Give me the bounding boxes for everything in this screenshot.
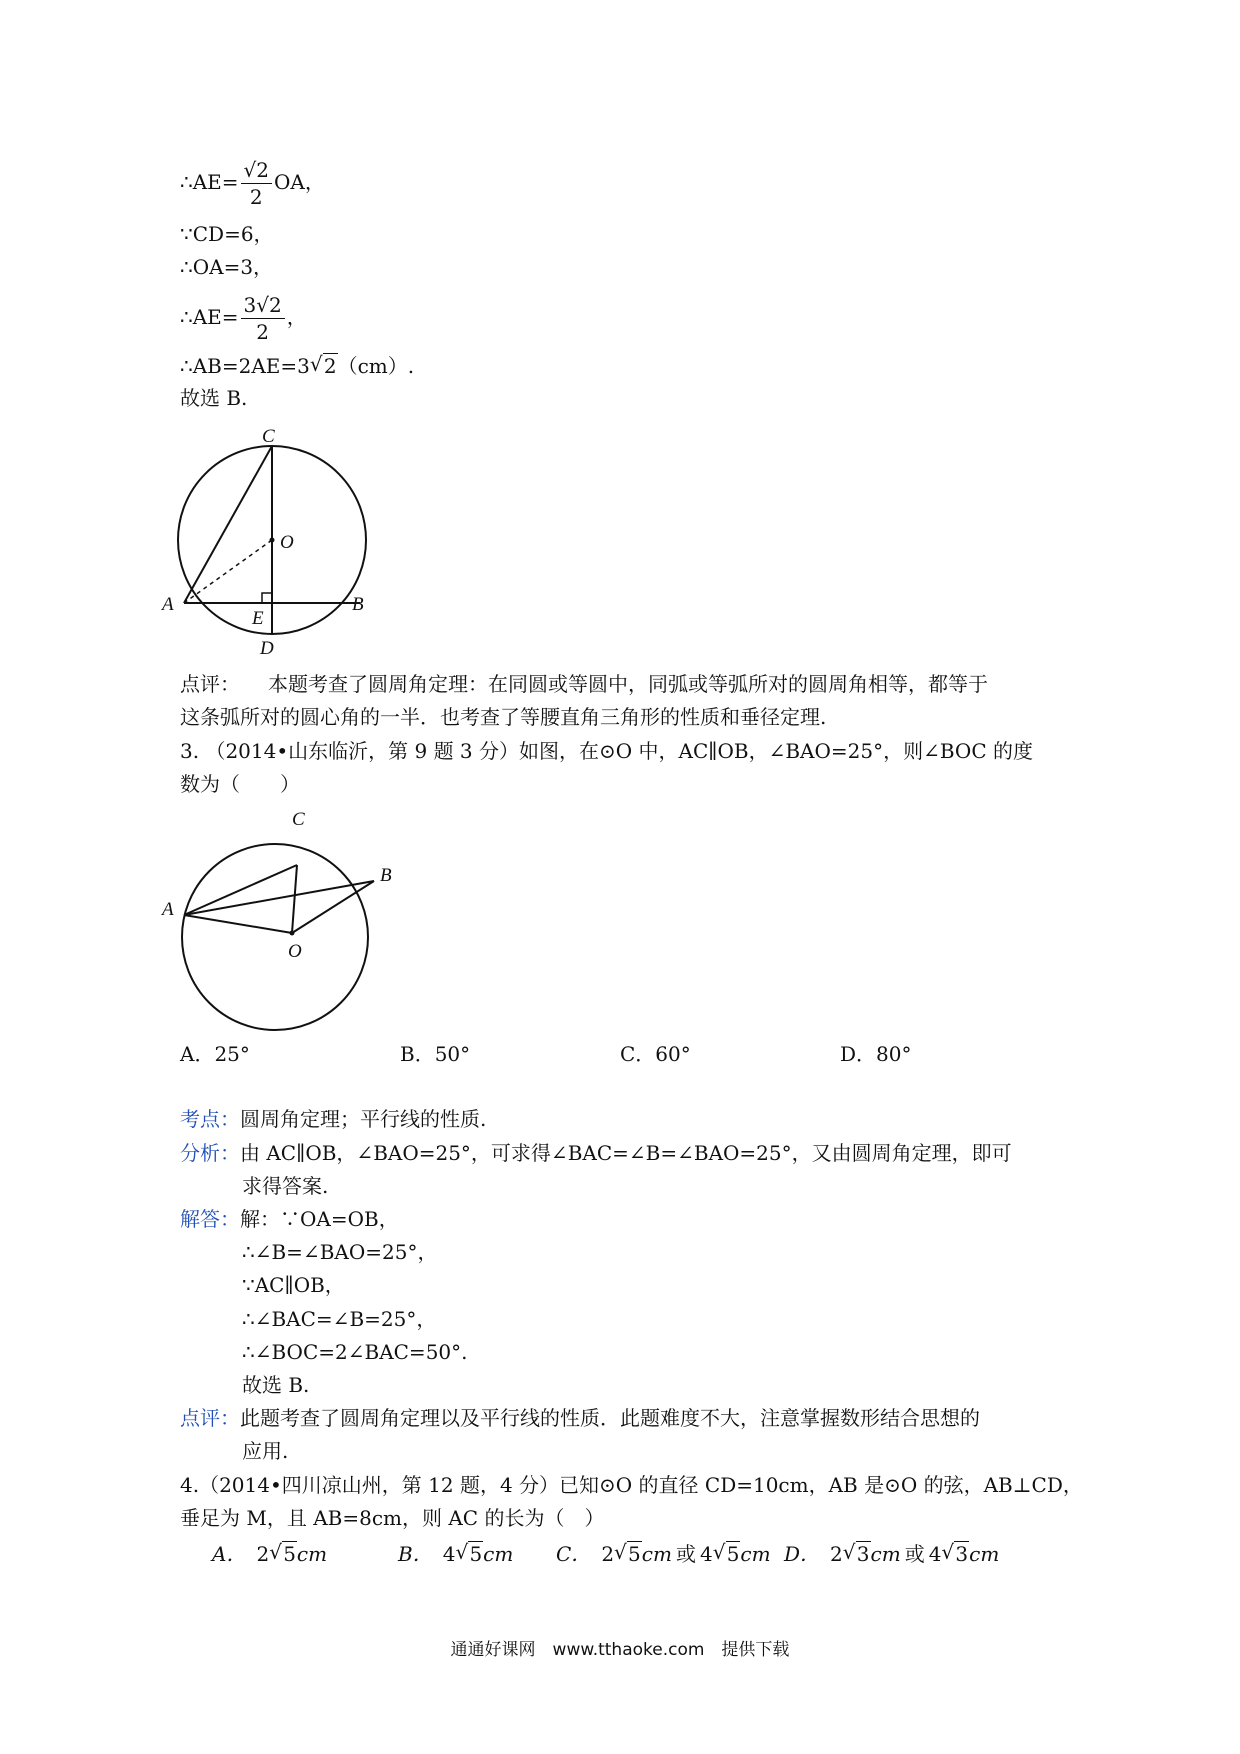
text: OA， [274,170,325,194]
jieda-line-1 [180,1205,399,1233]
coefficient: 2 [256,1542,270,1566]
fenxi-label: 分析： [180,1141,240,1165]
question-4-line-1: 4.（2014•四川凉山州，第 12 题，4 分）已知⊙O 的直径 CD=10cm，AB 是⊙O 的弦，AB⊥CD， [180,1473,1083,1497]
sqrt-radicand: 5 [469,1542,483,1566]
label-e: E [252,608,264,629]
jieda-line-2: ∴∠B=∠BAO=25°， [242,1240,438,1264]
kaodian-line [180,1105,486,1133]
option-d[interactable]: D．80° [840,1042,912,1066]
coefficient: 4 [928,1542,942,1566]
text: 本题考查了圆周角定理：在同圆或等圆中，同弧或等弧所对的圆周角相等，都等于 [268,672,988,696]
dianping-line-2: 应用. [242,1439,289,1463]
fenxi-line-1 [180,1139,1012,1167]
dianping-line-1 [180,1404,980,1432]
sqrt: √ 3 [842,1540,870,1566]
jieda-line-3: ∵AC∥OB， [242,1273,345,1297]
center-point [270,538,275,543]
option-label: D． [784,1542,821,1566]
center-point [290,931,295,936]
label-a: A [162,899,174,920]
fraction [241,295,285,342]
segment-ao [184,915,292,933]
text: （cm）. [337,354,415,378]
jieda-line-4: ∴∠BAC=∠B=25°， [242,1307,437,1331]
text: ∴AE= [180,305,239,329]
option-b[interactable]: B．50° [400,1042,471,1066]
question-4-line-2: 垂足为 M，且 AB=8cm，则 AC 的长为（ ） [180,1506,605,1530]
kaodian-label: 考点： [180,1107,240,1131]
question-3-line-2: 数为（ ） [180,772,300,796]
segment-ac [184,446,272,603]
label-a: A [162,594,174,615]
coefficient: 4 [699,1542,713,1566]
label-o: O [280,532,294,553]
text: 此题考查了圆周角定理以及平行线的性质．此题难度不大，注意掌握数形结合思想的 [240,1406,980,1430]
text: ∴AE= [180,170,239,194]
fraction [241,160,272,207]
q4-option-d[interactable] [784,1540,999,1568]
sqrt: √ 3 [941,1540,969,1566]
unit: cm [296,1542,328,1566]
option-a[interactable]: A．25° [180,1042,250,1066]
or-text: 或 [904,1542,925,1566]
q4-option-a[interactable] [212,1540,327,1568]
jieda-line-6: 故选 B. [242,1373,310,1397]
unit: cm [870,1542,901,1566]
comment-label: 点评： [180,672,240,696]
sqrt: √ 5 [712,1540,740,1566]
fraction-denominator: 2 [249,185,263,209]
option-label: B． [398,1542,433,1566]
segment-ac [184,865,297,915]
figure-circle-chord [160,418,400,658]
jieda-label: 解答： [180,1207,240,1231]
solution-line-5 [180,352,414,380]
text: ， [286,305,307,329]
unit: cm [641,1542,672,1566]
label-c: C [262,426,275,447]
q4-option-c[interactable] [556,1540,771,1568]
sqrt-radicand: 5 [628,1542,641,1566]
dianping-label: 点评： [180,1406,240,1430]
figure-circle-parallel [160,805,400,1035]
sqrt: √ 5 [269,1540,296,1566]
sqrt-radicand: 3 [955,1542,969,1566]
text: ∴AB=2AE=3 [180,354,310,378]
text: 圆周角定理；平行线的性质. [240,1107,487,1131]
sqrt-radicand: 3 [856,1542,870,1566]
coefficient: 2 [830,1542,843,1566]
sqrt: √ 5 [455,1540,483,1566]
sqrt: √ 2 [309,352,337,378]
sqrt-radicand: 5 [726,1542,740,1566]
segment-co [292,865,297,933]
comment-1-line-2: 这条弧所对的圆心角的一半．也考查了等腰直角三角形的性质和垂径定理. [180,705,827,729]
solution-line-3: ∴OA=3， [180,255,274,279]
solution-line-2: ∵CD=6， [180,222,274,246]
label-b: B [352,594,364,615]
text: 解：∵OA=OB， [240,1207,399,1231]
fraction-numerator: √2 [241,160,272,184]
fraction-denominator: 2 [256,320,269,344]
unit: cm [483,1542,514,1566]
sqrt: √ 5 [614,1540,641,1566]
unit: cm [740,1542,771,1566]
sqrt-radicand: 5 [283,1542,296,1566]
page-footer: 通通好课网 www.tthaoke.com 提供下载 [450,1640,790,1660]
label-d: D [260,638,274,658]
question-3-line-1: 3. （2014•山东临沂，第 9 题 3 分）如图，在⊙O 中，AC∥OB，∠BAO=25°，则∠BOC 的度 [180,739,1033,763]
solution-line-6: 故选 B. [180,386,248,410]
label-o: O [288,941,302,962]
unit: cm [969,1542,1000,1566]
coefficient: 4 [442,1542,456,1566]
solution-line-4 [180,295,307,342]
option-label: C． [556,1542,592,1566]
solution-line-1 [180,160,325,207]
text: 由 AC∥OB，∠BAO=25°，可求得∠BAC=∠B=∠BAO=25°，又由圆周角定理，即可 [240,1141,1012,1165]
coefficient: 2 [601,1542,615,1566]
option-label: A． [212,1542,247,1566]
option-c[interactable]: C．60° [620,1042,691,1066]
circle-outline [182,844,368,1030]
or-text: 或 [675,1542,696,1566]
label-c: C [292,809,305,830]
right-angle-mark [262,593,272,603]
fraction-numerator: 3√2 [241,295,285,319]
label-b: B [380,865,392,886]
fenxi-line-2: 求得答案. [242,1174,329,1198]
sqrt-radicand: 2 [323,354,337,378]
q4-option-b[interactable] [398,1540,513,1568]
comment-1-line-1 [180,670,988,698]
segment-ao-dashed [184,540,272,603]
jieda-line-5: ∴∠BOC=2∠BAC=50°. [242,1340,468,1364]
